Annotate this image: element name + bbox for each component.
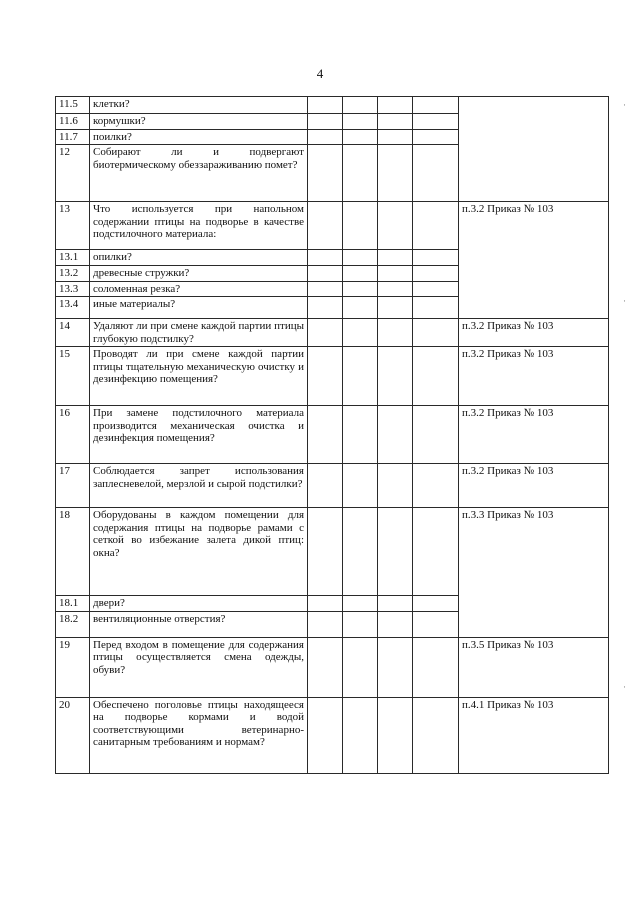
scan-edge-mark: · <box>623 682 626 692</box>
answer-cell-no[interactable] <box>343 319 378 347</box>
reference-cell: п.3.5 Приказ № 103 <box>459 637 609 697</box>
note-cell[interactable] <box>413 406 459 464</box>
note-cell[interactable] <box>413 250 459 266</box>
answer-cell-no[interactable] <box>343 97 378 114</box>
answer-cell-yes[interactable] <box>308 202 343 250</box>
answer-cell-no[interactable] <box>343 596 378 612</box>
question-text: соломенная резка? <box>90 281 308 297</box>
note-cell[interactable] <box>413 297 459 319</box>
row-number: 16 <box>56 406 90 464</box>
note-cell[interactable] <box>413 145 459 202</box>
answer-cell-no[interactable] <box>343 202 378 250</box>
note-cell[interactable] <box>413 202 459 250</box>
row-number: 14 <box>56 319 90 347</box>
answer-cell-na[interactable] <box>378 114 413 130</box>
row-number: 11.7 <box>56 129 90 145</box>
answer-cell-yes[interactable] <box>308 347 343 406</box>
scan-edge-mark: · <box>623 100 626 110</box>
answer-cell-yes[interactable] <box>308 281 343 297</box>
answer-cell-yes[interactable] <box>308 697 343 773</box>
note-cell[interactable] <box>413 319 459 347</box>
table-row <box>56 202 609 250</box>
answer-cell-yes[interactable] <box>308 250 343 266</box>
row-number: 13.4 <box>56 297 90 319</box>
answer-cell-yes[interactable] <box>308 464 343 508</box>
table-row <box>56 637 609 697</box>
question-text: иные материалы? <box>90 297 308 319</box>
question-text: Оборудованы в каждом помещении для содержания птицы на подворье рамами с сеткой во избежание залета дикой птиц: окна? <box>90 508 308 596</box>
answer-cell-no[interactable] <box>343 637 378 697</box>
note-cell[interactable] <box>413 114 459 130</box>
note-cell[interactable] <box>413 347 459 406</box>
note-cell[interactable] <box>413 281 459 297</box>
table-row <box>56 508 609 596</box>
question-text: Что используется при напольном содержании птицы на подворье в качестве подстилочного материала: <box>90 202 308 250</box>
answer-cell-na[interactable] <box>378 97 413 114</box>
note-cell[interactable] <box>413 596 459 612</box>
answer-cell-na[interactable] <box>378 297 413 319</box>
answer-cell-yes[interactable] <box>308 297 343 319</box>
scan-edge-mark: · <box>623 296 626 306</box>
answer-cell-yes[interactable] <box>308 406 343 464</box>
answer-cell-yes[interactable] <box>308 637 343 697</box>
table-row <box>56 464 609 508</box>
row-number: 18.2 <box>56 611 90 637</box>
answer-cell-na[interactable] <box>378 611 413 637</box>
answer-cell-yes[interactable] <box>308 129 343 145</box>
note-cell[interactable] <box>413 97 459 114</box>
reference-cell: п.3.3 Приказ № 103 <box>459 508 609 638</box>
question-text: Обеспечено поголовье птицы находящееся на подворье кормами и водой соответствующими ветеринарно-санитарным требованиям и нормам? <box>90 697 308 773</box>
question-text: опилки? <box>90 250 308 266</box>
answer-cell-na[interactable] <box>378 508 413 596</box>
answer-cell-na[interactable] <box>378 281 413 297</box>
answer-cell-yes[interactable] <box>308 508 343 596</box>
page-number: 4 <box>316 66 324 81</box>
answer-cell-na[interactable] <box>378 637 413 697</box>
note-cell[interactable] <box>413 611 459 637</box>
row-number: 13 <box>56 202 90 250</box>
answer-cell-no[interactable] <box>343 129 378 145</box>
row-number: 18 <box>56 508 90 596</box>
row-number: 11.6 <box>56 114 90 130</box>
answer-cell-na[interactable] <box>378 697 413 773</box>
answer-cell-no[interactable] <box>343 281 378 297</box>
answer-cell-no[interactable] <box>343 406 378 464</box>
question-text: древесные стружки? <box>90 265 308 281</box>
note-cell[interactable] <box>413 129 459 145</box>
question-text: Перед входом в помещение для содержания птицы осуществляется смена одежды, обуви? <box>90 637 308 697</box>
answer-cell-yes[interactable] <box>308 596 343 612</box>
answer-cell-no[interactable] <box>343 114 378 130</box>
table-row <box>56 697 609 773</box>
answer-cell-no[interactable] <box>343 265 378 281</box>
answer-cell-no[interactable] <box>343 347 378 406</box>
table-row <box>56 347 609 406</box>
answer-cell-no[interactable] <box>343 250 378 266</box>
table-row <box>56 319 609 347</box>
answer-cell-na[interactable] <box>378 265 413 281</box>
question-text: двери? <box>90 596 308 612</box>
answer-cell-no[interactable] <box>343 611 378 637</box>
reference-cell: п.3.2 Приказ № 103 <box>459 319 609 347</box>
row-number: 15 <box>56 347 90 406</box>
question-text: клетки? <box>90 97 308 114</box>
note-cell[interactable] <box>413 464 459 508</box>
row-number: 13.2 <box>56 265 90 281</box>
answer-cell-no[interactable] <box>343 297 378 319</box>
answer-cell-yes[interactable] <box>308 319 343 347</box>
question-text: Соблюдается запрет использования заплесневелой, мерзлой и сырой подстилки? <box>90 464 308 508</box>
answer-cell-na[interactable] <box>378 406 413 464</box>
answer-cell-no[interactable] <box>343 145 378 202</box>
answer-cell-na[interactable] <box>378 129 413 145</box>
answer-cell-no[interactable] <box>343 464 378 508</box>
answer-cell-na[interactable] <box>378 250 413 266</box>
question-text: поилки? <box>90 129 308 145</box>
answer-cell-na[interactable] <box>378 145 413 202</box>
answer-cell-no[interactable] <box>343 508 378 596</box>
table-row <box>56 406 609 464</box>
table-row <box>56 97 609 114</box>
answer-cell-na[interactable] <box>378 347 413 406</box>
answer-cell-na[interactable] <box>378 596 413 612</box>
answer-cell-na[interactable] <box>378 202 413 250</box>
reference-cell: п.4.1 Приказ № 103 <box>459 697 609 773</box>
reference-cell: п.3.2 Приказ № 103 <box>459 347 609 406</box>
note-cell[interactable] <box>413 697 459 773</box>
answer-cell-yes[interactable] <box>308 114 343 130</box>
note-cell[interactable] <box>413 508 459 596</box>
row-number: 12 <box>56 145 90 202</box>
answer-cell-na[interactable] <box>378 319 413 347</box>
checklist-table <box>55 96 609 774</box>
reference-cell <box>459 97 609 202</box>
answer-cell-yes[interactable] <box>308 97 343 114</box>
reference-cell: п.3.2 Приказ № 103 <box>459 406 609 464</box>
note-cell[interactable] <box>413 265 459 281</box>
question-text: Проводят ли при смене каждой партии птицы тщательную механическую очистку и дезинфекцию помещения? <box>90 347 308 406</box>
reference-cell: п.3.2 Приказ № 103 <box>459 202 609 319</box>
question-text: кормушки? <box>90 114 308 130</box>
answer-cell-yes[interactable] <box>308 611 343 637</box>
row-number: 17 <box>56 464 90 508</box>
question-text: При замене подстилочного материала производится механическая очистка и дезинфекция помещения? <box>90 406 308 464</box>
answer-cell-yes[interactable] <box>308 145 343 202</box>
row-number: 13.1 <box>56 250 90 266</box>
answer-cell-no[interactable] <box>343 697 378 773</box>
answer-cell-yes[interactable] <box>308 265 343 281</box>
row-number: 20 <box>56 697 90 773</box>
row-number: 18.1 <box>56 596 90 612</box>
question-text: Собирают ли и подвергают биотермическому обеззараживанию помет? <box>90 145 308 202</box>
row-number: 11.5 <box>56 97 90 114</box>
row-number: 13.3 <box>56 281 90 297</box>
question-text: вентиляционные отверстия? <box>90 611 308 637</box>
row-number: 19 <box>56 637 90 697</box>
note-cell[interactable] <box>413 637 459 697</box>
reference-cell: п.3.2 Приказ № 103 <box>459 464 609 508</box>
answer-cell-na[interactable] <box>378 464 413 508</box>
question-text: Удаляют ли при смене каждой партии птицы глубокую подстилку? <box>90 319 308 347</box>
